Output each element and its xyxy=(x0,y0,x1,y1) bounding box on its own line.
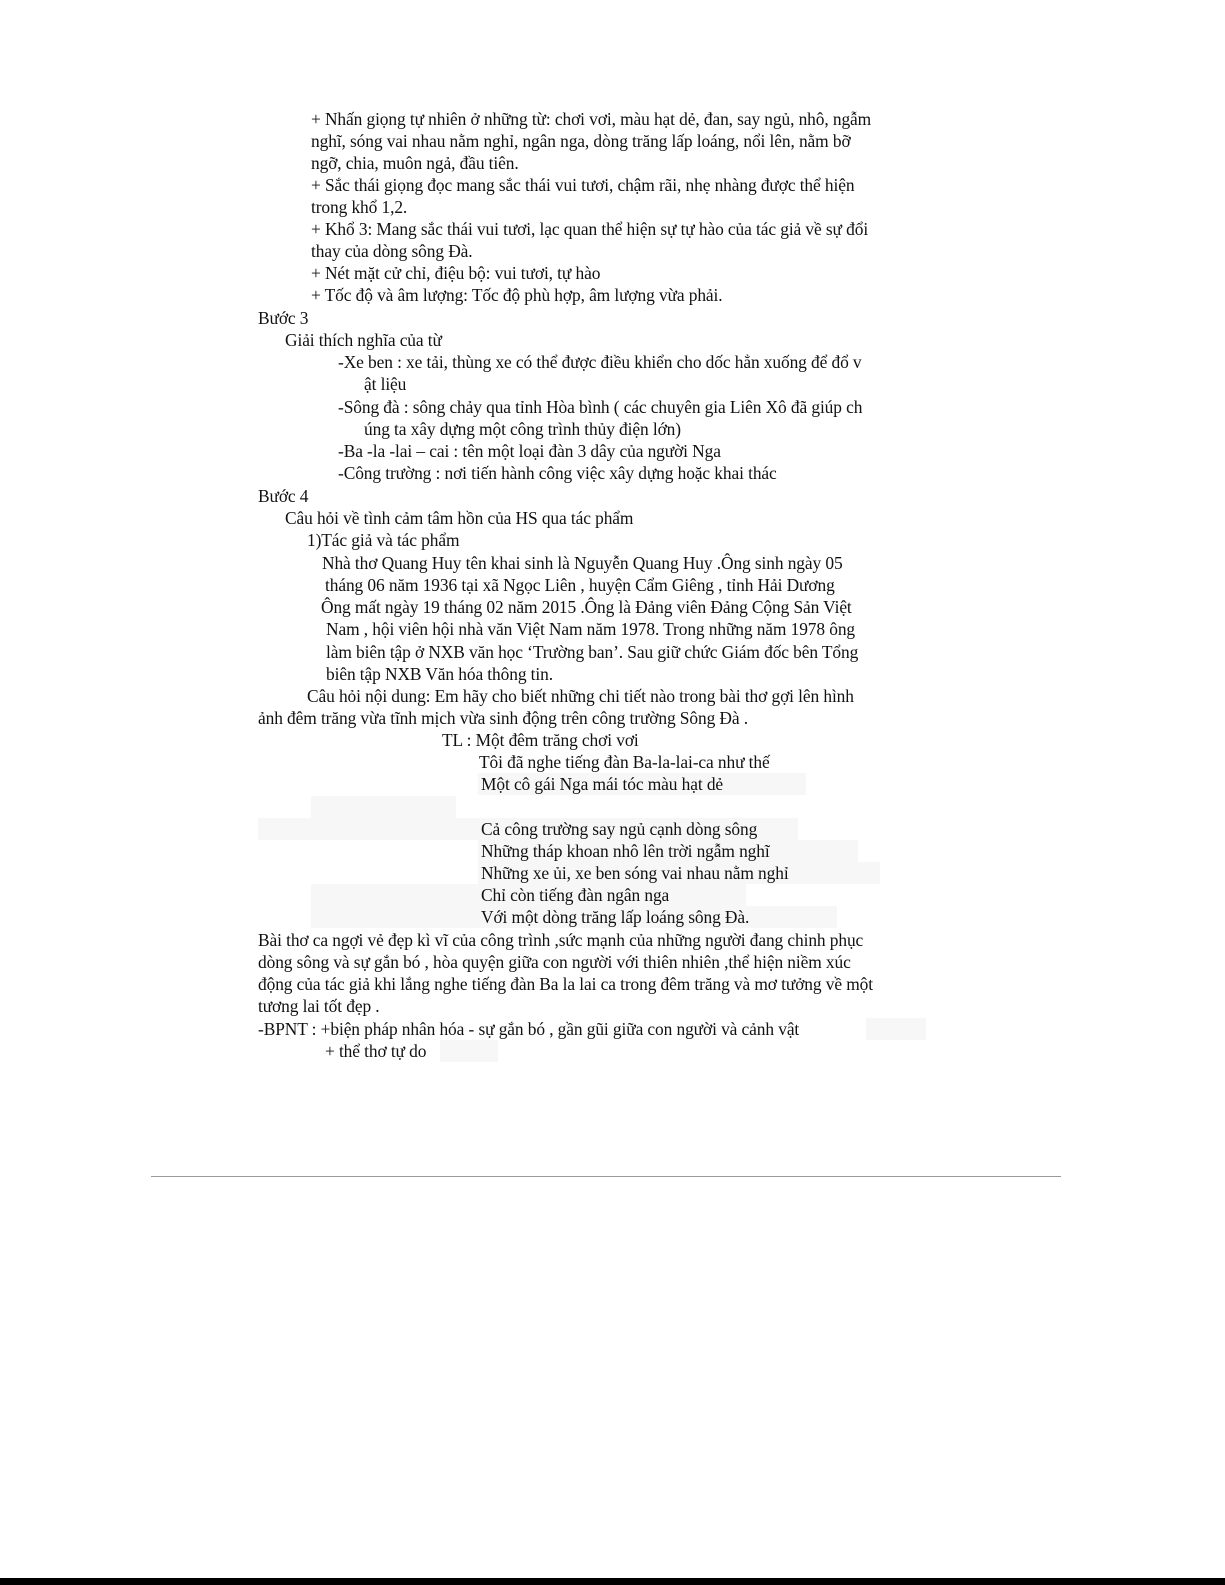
author-line: làm biên tập ở NXB văn học ‘Trường ban’. Sau giữ chức Giám đốc bên Tổng xyxy=(326,642,859,662)
definition-line: -Công trường : nơi tiến hành công việc xây dựng hoặc khai thác xyxy=(338,463,777,483)
poem-line: Những xe ủi, xe ben sóng vai nhau nằm nghỉ xyxy=(481,863,789,883)
reading-note-line: ngỡ, chia, muôn ngả, đầu tiên. xyxy=(311,153,519,173)
poem-line: Một cô gái Nga mái tóc màu hạt dẻ xyxy=(481,774,724,794)
summary-line: động của tác giả khi lắng nghe tiếng đàn Ba la lai ca trong đêm trăng và mơ tưởng về một xyxy=(258,974,873,994)
page-divider xyxy=(151,1176,1061,1177)
definition-line: úng ta xây dựng một công trình thủy điện lớn) xyxy=(364,419,681,439)
summary-line: dòng sông và sự gắn bó , hòa quyện giữa con người với thiên nhiên ,thể hiện niềm xúc xyxy=(258,952,851,972)
author-line: tháng 06 năm 1936 tại xã Ngọc Liên , huyện Cẩm Giêng , tỉnh Hải Dương xyxy=(325,575,835,595)
reading-note-line: thay của dòng sông Đà. xyxy=(311,241,473,261)
step4-heading: Bước 4 xyxy=(258,486,309,506)
highlight-block xyxy=(311,796,456,818)
poem-line: Với một dòng trăng lấp loáng sông Đà. xyxy=(481,907,750,927)
bpnt-line: -BPNT : +biện pháp nhân hóa - sự gắn bó , gần gũi giữa con người và cảnh vật xyxy=(258,1019,800,1039)
reading-note-line: + Nét mặt cử chỉ, điệu bộ: vui tươi, tự hào xyxy=(311,263,601,283)
bpnt-line: + thể thơ tự do xyxy=(325,1041,427,1061)
definition-line: -Xe ben : xe tải, thùng xe có thể được điều khiển cho dốc hẳn xuống để đổ v xyxy=(338,352,862,372)
answer-label: TL : Một đêm trăng chơi vơi xyxy=(442,730,639,750)
definition-line: -Sông đà : sông chảy qua tỉnh Hòa bình ( các chuyên gia Liên Xô đã giúp ch xyxy=(338,397,863,417)
highlight-block xyxy=(866,1018,926,1040)
reading-note-line: nghĩ, sóng vai nhau nằm nghỉ, ngân nga, dòng trăng lấp loáng, nổi lên, nằm bỡ xyxy=(311,131,851,151)
author-line: Nam , hội viên hội nhà văn Việt Nam năm 1978. Trong những năm 1978 ông xyxy=(326,619,856,639)
author-heading: 1)Tác giả và tác phẩm xyxy=(307,530,460,550)
author-line: biên tập NXB Văn hóa thông tin. xyxy=(326,664,553,684)
poem-line: Chỉ còn tiếng đàn ngân nga xyxy=(481,885,670,905)
question-line: ảnh đêm trăng vừa tĩnh mịch vừa sinh động trên công trường Sông Đà . xyxy=(258,708,748,728)
step3-heading: Bước 3 xyxy=(258,308,309,328)
reading-note-line: + Nhấn giọng tự nhiên ở những từ: chơi vơi, màu hạt dẻ, đan, say ngủ, nhô, ngẫm xyxy=(311,109,872,129)
poem-line: Tôi đã nghe tiếng đàn Ba-la-lai-ca như thế xyxy=(479,752,770,772)
reading-note-line: + Khổ 3: Mang sắc thái vui tươi, lạc quan thể hiện sự tự hào của tác giả về sự đổi xyxy=(311,219,869,239)
reading-note-line: + Tốc độ và âm lượng: Tốc độ phù hợp, âm lượng vừa phải. xyxy=(311,285,723,305)
bottom-edge-bar xyxy=(0,1578,1225,1585)
highlight-block xyxy=(440,1040,498,1062)
reading-note-line: trong khổ 1,2. xyxy=(311,197,408,217)
reading-note-line: + Sắc thái giọng đọc mang sắc thái vui tươi, chậm rãi, nhẹ nhàng được thể hiện xyxy=(311,175,855,195)
step4-subheading: Câu hỏi về tình cảm tâm hồn của HS qua tác phẩm xyxy=(285,508,634,528)
author-line: Nhà thơ Quang Huy tên khai sinh là Nguyễn Quang Huy .Ông sinh ngày 05 xyxy=(322,553,843,573)
definition-line: -Ba -la -lai – cai : tên một loại đàn 3 dây của người Nga xyxy=(338,441,721,461)
summary-line: tương lai tốt đẹp . xyxy=(258,996,380,1016)
definition-line: ật liệu xyxy=(364,374,407,394)
step3-subheading: Giải thích nghĩa của từ xyxy=(285,330,442,350)
summary-line: Bài thơ ca ngợi vẻ đẹp kì vĩ của công trình ,sức mạnh của những người đang chinh phục xyxy=(258,930,864,950)
question-line: Câu hỏi nội dung: Em hãy cho biết những chi tiết nào trong bài thơ gợi lên hình xyxy=(307,686,854,706)
poem-line: Cả công trường say ngủ cạnh dòng sông xyxy=(481,819,758,839)
poem-line: Những tháp khoan nhô lên trời ngẫm nghĩ xyxy=(481,841,770,861)
author-line: Ông mất ngày 19 tháng 02 năm 2015 .Ông là Đảng viên Đảng Cộng Sản Việt xyxy=(321,597,852,617)
